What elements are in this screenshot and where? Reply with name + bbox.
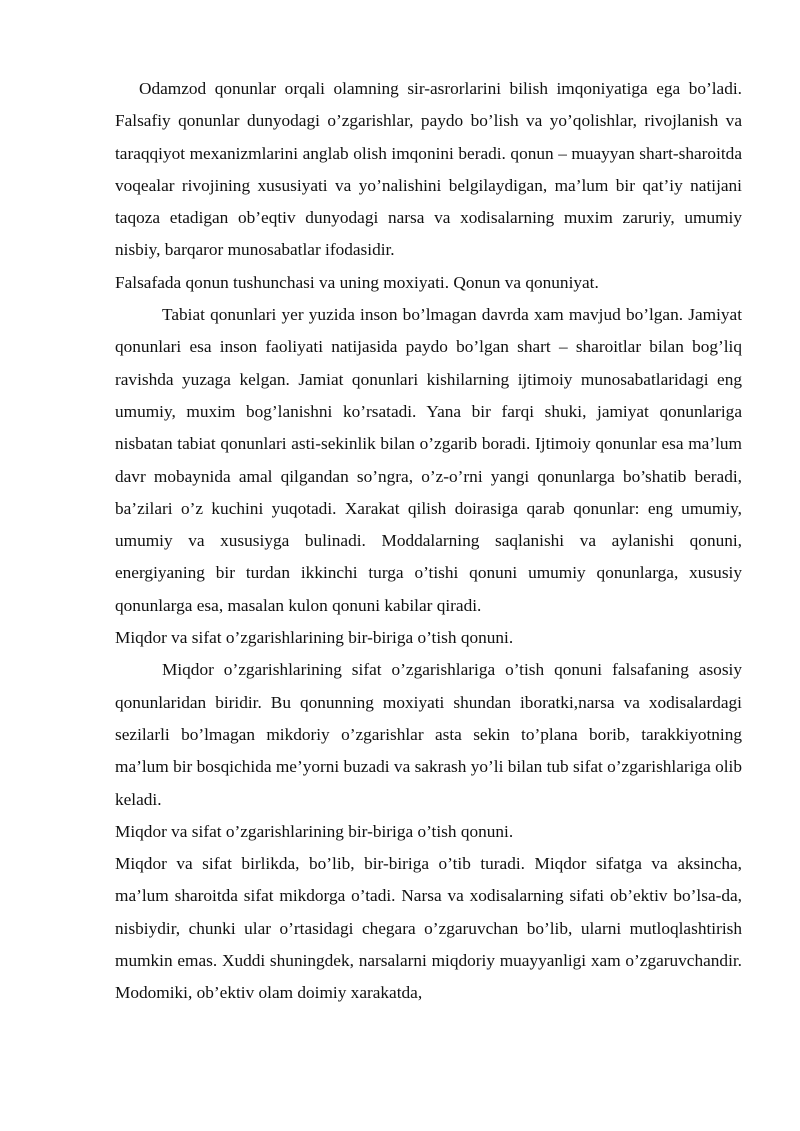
paragraph-quantity-quality-law: Miqdor o’zgarishlarining sifat o’zgarishlariga o’tish qonuni falsafaning asosiy qonunlaridan biridir. Bu qonunning moxiyati shundan iboratki,narsa va xodisalardagi sezilarli bo’lmagan mikdoriy o’zgarishlar asta sekin to’plana borib, tarakkiyotning ma’lum bir bosqichida me’yorni buzadi va sakrash yo’li bilan tub sifat o’zgarishlariga olib keladi.: [115, 660, 742, 809]
paragraph-quantity-quality-unity: Miqdor va sifat birlikda, bo’lib, bir-biriga o’tib turadi. Miqdor sifatga va aksincha, ma’lum sharoitda sifat mikdorga o’tadi. Narsa va xodisalarning sifati ob’ektiv bo’lsa-da, nisbiydir, chunki ular o’rtasidagi chegara o’zgaruvchan bo’lib, ularni mutloqlashtirish mumkin emas. Xuddi shuningdek, narsalarni miqdoriy muayyanligi xam o’zgaruvchandir. Modomiki, ob’ektiv olam doimiy xarakatda,: [115, 854, 742, 1003]
section-heading-quantity-quality: Miqdor va sifat o’zgarishlarining bir-biriga o’tish qonuni.: [115, 628, 514, 648]
paragraph-nature-society-laws: Tabiat qonunlari yer yuzida inson bo’lmagan davrda xam mavjud bo’lgan. Jamiyat qonunlari esa inson faoliyati natijasida paydo bo’lgan shart – sharoitlar bilan bog’liq ravishda yuzaga kelgan. Jamiat qonunlari kishilarning ijtimoiy munosabatlaridagi eng umumiy, muxim bog’lanishni ko’rsatadi. Yana bir farqi shuki, jamiyat qonunlariga nisbatan tabiat qonunlari asti-sekinlik bilan o’zgarib boradi. Ijtimoiy qonunlar esa ma’lum davr mobaynida amal qilgandan so’ngra, o’z-o’rni yangi qonunlarga bo’shatib beradi, ba’zilari o’z kuchini yuqotadi. Xarakat qilish doirasiga qarab qonunlar: eng umumiy, umumiy va xususiyga bulinadi. Moddalarning saqlanishi va aylanishi qonuni, energiyaning bir turdan ikkinchi turga o’tishi qonuni umumiy qonunlarga, xususiy qonunlarga esa, masalan kulon qonuni kabilar qiradi.: [115, 305, 742, 615]
section-heading-law-concept: Falsafada qonun tushunchasi va uning moxiyati. Qonun va qonuniyat.: [115, 272, 599, 292]
paragraph-intro: Odamzod qonunlar orqali olamning sir-asrorlarini bilish imqoniyatiga ega bo’ladi. Falsafiy qonunlar dunyodagi o’zgarishlar, paydo bo’lish va yo’qolishlar, rivojlanish va taraqqiyot mexanizmlarini anglab olish imqonini beradi. qonun – muayyan shart-sharoitda voqealar rivojining xususiyati va yo’nalishini belgilaydigan, ma’lum bir qat’iy natijani taqoza etadigan ob’eqtiv dunyodagi narsa va xodisalarning muxim zaruriy, umumiy nisbiy, barqaror munosabatlar ifodasidir.: [115, 79, 742, 260]
document-page: [115, 73, 742, 1010]
section-heading-quantity-quality-repeat: Miqdor va sifat o’zgarishlarining bir-biriga o’tish qonuni.: [115, 821, 514, 841]
